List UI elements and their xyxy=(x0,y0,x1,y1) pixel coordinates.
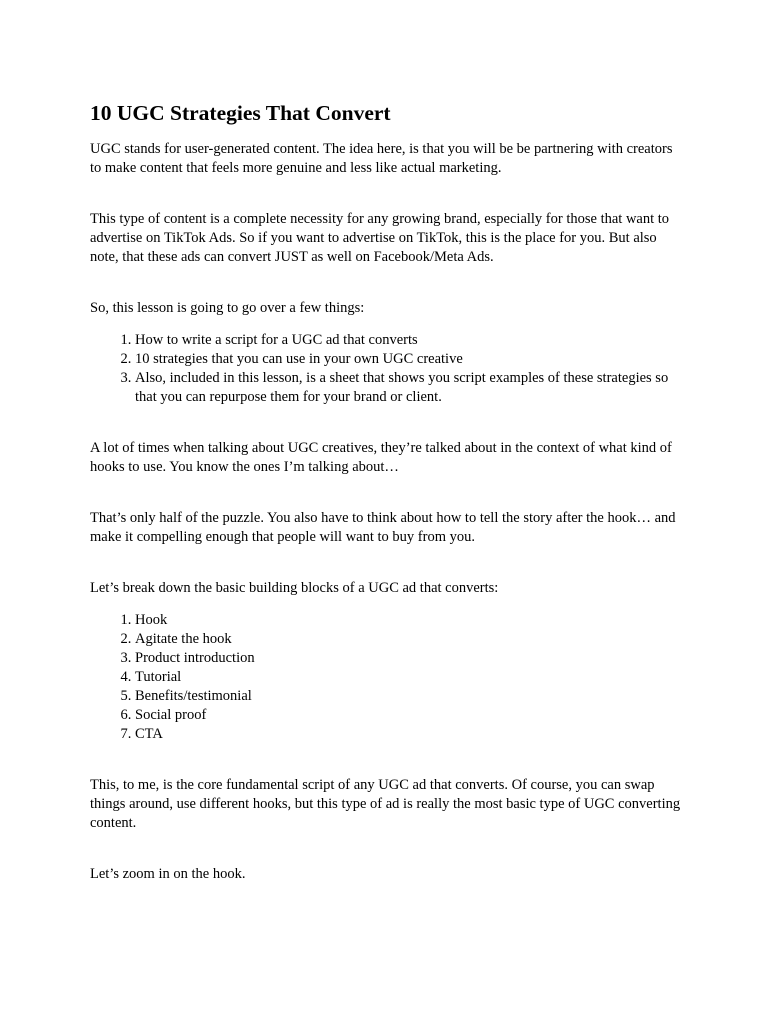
paragraph-hooks-context: A lot of times when talking about UGC creatives, they’re talked about in the context of what kind of hooks to use. You know the ones I’m talking about… xyxy=(90,440,672,475)
document-page xyxy=(90,100,682,884)
paragraph-building-blocks-intro: Let’s break down the basic building blocks of a UGC ad that converts: xyxy=(90,580,499,596)
paragraph-lesson-intro: So, this lesson is going to go over a few things: xyxy=(90,300,365,316)
list-item: 4. Tutorial xyxy=(135,668,682,687)
list-item: 7. CTA xyxy=(135,725,682,744)
list-item: 3. Product introduction xyxy=(135,649,682,668)
document-title: 10 UGC Strategies That Convert xyxy=(90,101,391,125)
building-blocks-list xyxy=(90,611,682,744)
list-item: 2. 10 strategies that you can use in your own UGC creative xyxy=(135,350,682,369)
paragraph-half-puzzle: That’s only half of the puzzle. You also have to think about how to tell the story after the hook… and make it compelling enough that people will want to buy from you. xyxy=(90,510,676,545)
paragraph-ugc-definition: UGC stands for user-generated content. The idea here, is that you will be be partnering with creators to make content that feels more genuine and less like actual marketing. xyxy=(90,141,673,176)
list-item: 2. Agitate the hook xyxy=(135,630,682,649)
paragraph-zoom-hook: Let’s zoom in on the hook. xyxy=(90,866,246,882)
lesson-list xyxy=(90,331,682,407)
list-item: 1. Hook xyxy=(135,611,682,630)
list-item: 1. How to write a script for a UGC ad that converts xyxy=(135,331,682,350)
list-item: 5. Benefits/testimonial xyxy=(135,687,682,706)
paragraph-core-script: This, to me, is the core fundamental script of any UGC ad that converts. Of course, you can swap things around, use different hooks, but this type of ad is really the most basic type of UGC converting content. xyxy=(90,777,681,831)
list-item: 3. Also, included in this lesson, is a sheet that shows you script examples of these strategies so that you can repurpose them for your brand or client. xyxy=(135,369,682,407)
paragraph-tiktok-necessity: This type of content is a complete necessity for any growing brand, especially for those that want to advertise on TikTok Ads. So if you want to advertise on TikTok, this is the place for you. But also note, that these ads can convert JUST as well on Facebook/Meta Ads. xyxy=(90,211,670,265)
list-item: 6. Social proof xyxy=(135,706,682,725)
